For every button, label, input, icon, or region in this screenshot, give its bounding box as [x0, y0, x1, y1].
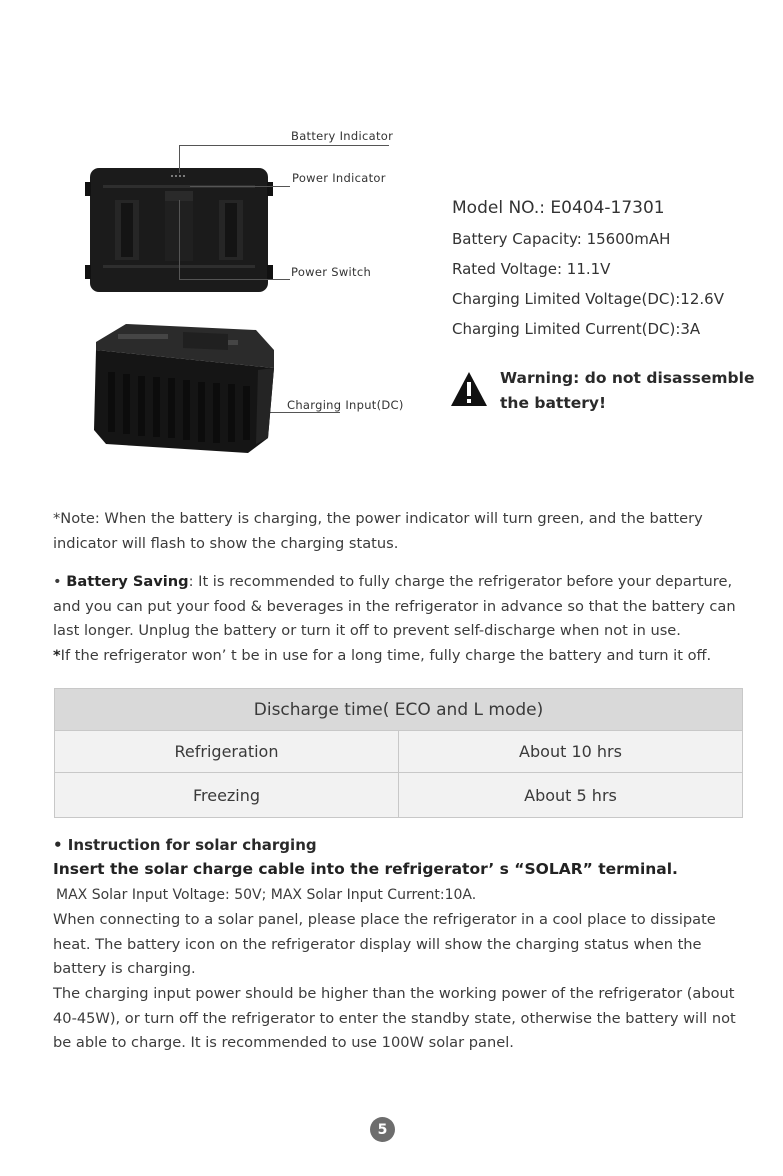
solar-paragraph-1: When connecting to a solar panel, please place the refrigerator in a cool place to dissipate heat. The battery icon on the refrigerator display will show the charging status when the battery is charging. [53, 911, 716, 977]
battery-indicator-label: Battery Indicator [291, 129, 394, 143]
battery-side-view [88, 320, 283, 455]
model-number: Model NO.: E0404-17301 [452, 198, 665, 218]
solar-max-input: MAX Solar Input Voltage: 50V; MAX Solar Input Current:10A. [56, 887, 477, 903]
mode-cell: Refrigeration [55, 731, 399, 773]
battery-top-view [85, 165, 275, 295]
charging-input-label: Charging Input(DC) [287, 398, 404, 412]
leader-power-switch [179, 279, 290, 280]
warning-icon [450, 370, 488, 408]
page-number: 5 [370, 1117, 395, 1142]
power-indicator-label: Power Indicator [292, 171, 386, 185]
solar-subheading: Insert the solar charge cable into the refrigerator’ s “SOLAR” terminal. [53, 860, 678, 878]
time-cell: About 10 hrs [399, 731, 743, 773]
discharge-time-table [54, 688, 743, 818]
leader-battery-indicator [179, 145, 389, 146]
battery-saving-title: Battery Saving [66, 573, 189, 590]
battery-saving-text: : It is recommended to fully charge the refrigerator before your departure, and you can put your food & beverages in the refrigerator in advance so that the battery can last longer. Unplug the battery or turn it off to prevent self-discharge when not in use. [53, 573, 736, 639]
rated-voltage: Rated Voltage: 11.1V [452, 260, 611, 278]
leader-power-switch-vertical [179, 200, 180, 279]
solar-heading: • Instruction for solar charging [53, 836, 317, 854]
battery-saving-bullet: • [53, 573, 67, 590]
table-row [55, 731, 743, 773]
warning-text [500, 366, 754, 416]
time-cell: About 5 hrs [399, 773, 743, 818]
leader-battery-indicator-vertical [179, 145, 180, 173]
charging-note: *Note: When the battery is charging, the power indicator will turn green, and the battery indicator will flash to show the charging status. [53, 510, 703, 552]
table-row [55, 773, 743, 818]
warning-line2: the battery! [500, 394, 607, 412]
battery-capacity: Battery Capacity: 15600mAH [452, 230, 671, 248]
charging-limited-voltage: Charging Limited Voltage(DC):12.6V [452, 290, 724, 308]
leader-power-indicator [190, 186, 290, 187]
power-switch-label: Power Switch [291, 265, 372, 279]
star-mark: * [53, 646, 61, 664]
mode-cell: Freezing [55, 773, 399, 818]
solar-paragraph-2: The charging input power should be higher than the working power of the refrigerator (about 40-45W), or turn off the refrigerator to enter the standby state, otherwise the battery will not be able to charge. It is recommended to use 100W solar panel. [53, 985, 736, 1051]
battery-saving-paragraph [53, 570, 753, 668]
long-time-storage-text: If the refrigerator won’ t be in use for a long time, fully charge the battery and turn it off. [60, 646, 712, 664]
warning-line1: Warning: do not disassemble [500, 369, 755, 387]
charging-limited-current: Charging Limited Current(DC):3A [452, 320, 701, 338]
table-header: Discharge time( ECO and L mode) [55, 689, 743, 731]
